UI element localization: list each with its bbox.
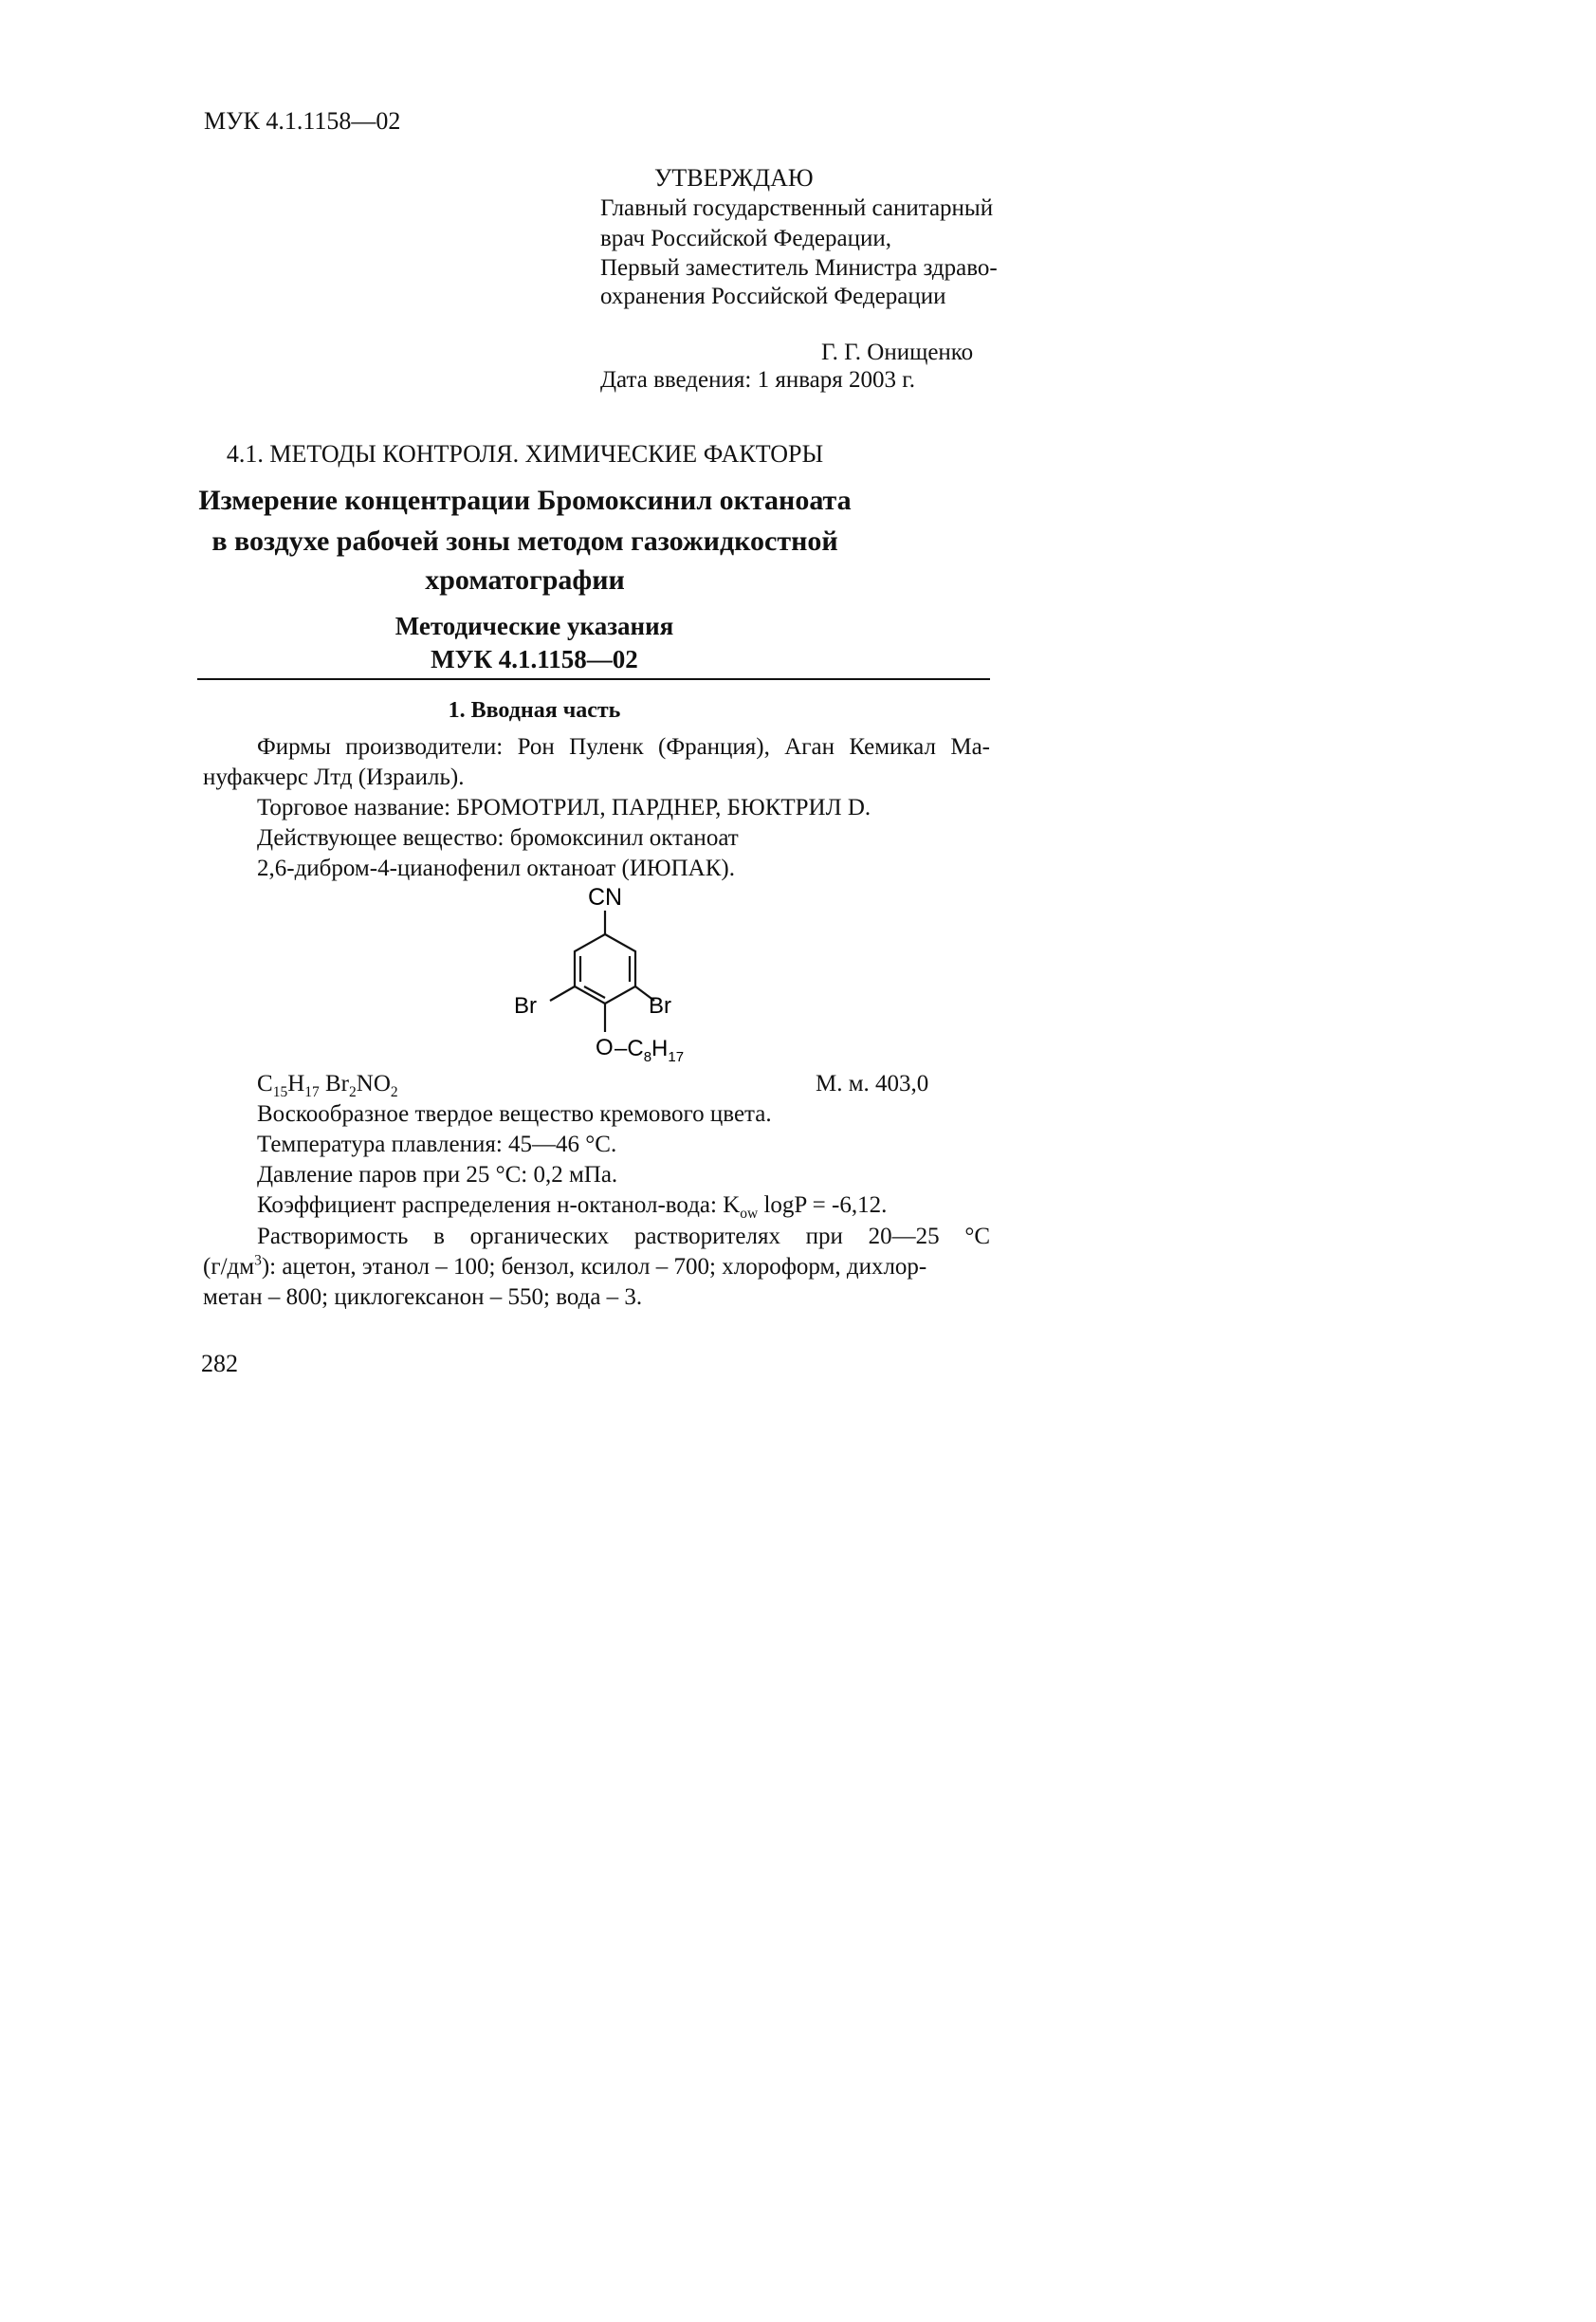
title-line-3: хроматографии bbox=[425, 564, 625, 596]
ring-hexagon bbox=[575, 934, 635, 1004]
approval-heading: УТВЕРЖДАЮ bbox=[654, 164, 814, 192]
doc-type: Методические указания bbox=[394, 612, 674, 640]
label-chain: $-C_8H_{17}$ bbox=[615, 1036, 685, 1065]
active-substance: Действующее вещество: бромоксинил октаноат bbox=[257, 825, 739, 851]
melting-point: Температура плавления: 45—46 °С. bbox=[257, 1132, 617, 1157]
partition-coefficient: Коэффициент распределения н-октанол-вода: $K_{ow}$ logP = -6,12. bbox=[257, 1192, 888, 1222]
bond-br-left bbox=[550, 986, 575, 1001]
approval-line-4: охранения Российской Федерации bbox=[600, 284, 946, 309]
solubility-line-2: $(г/дм^3)$: ацетон, этанол – 100; бензол, ксилол – 700; хлороформ, дихлор- bbox=[203, 1252, 927, 1280]
ring-double-bond-bottom bbox=[584, 986, 605, 998]
approval-line-2: врач Российской Федерации, bbox=[600, 226, 891, 251]
section-heading: 4.1. МЕТОДЫ КОНТРОЛЯ. ХИМИЧЕСКИЕ ФАКТОРЫ bbox=[226, 440, 824, 468]
empirical-formula: $C_{15}H_{17}$ $Br_2NO_2$ bbox=[257, 1071, 398, 1100]
title-line-1: Измерение концентрации Бромоксинил октаноата bbox=[198, 485, 852, 516]
page-number: 282 bbox=[201, 1350, 238, 1377]
title-divider bbox=[197, 678, 990, 680]
iupac-name: 2,6-дибром-4-цианофенил октаноат (ИЮПАК). bbox=[257, 856, 735, 881]
manufacturers-line-1: Фирмы производители: Рон Пуленк (Франция), Аган Кемикал Ма- bbox=[257, 734, 990, 760]
structural-formula bbox=[493, 882, 740, 1072]
intro-heading: 1. Вводная часть bbox=[448, 698, 621, 723]
effective-date: Дата введения: 1 января 2003 г. bbox=[600, 367, 915, 393]
approval-line-3: Первый заместитель Министра здраво- bbox=[600, 255, 998, 281]
manufacturers-line-2: нуфакчерс Лтд (Израиль). bbox=[203, 765, 465, 790]
title-line-2: в воздухе рабочей зоны методом газожидкостной bbox=[211, 525, 838, 557]
solubility-line-1: Растворимость в органических растворителях при 20—25 °С bbox=[257, 1224, 990, 1249]
label-cn: CN bbox=[587, 884, 623, 911]
label-o: O bbox=[596, 1035, 614, 1060]
appearance: Воскообразное твердое вещество кремового цвета. bbox=[257, 1101, 772, 1127]
label-br-right: Br bbox=[649, 993, 671, 1019]
benzene-ring bbox=[550, 911, 654, 1032]
molar-mass: М. м. 403,0 bbox=[816, 1071, 929, 1096]
label-br-left: Br bbox=[514, 993, 537, 1019]
header-doc-code: МУК 4.1.1158—02 bbox=[204, 107, 401, 135]
approval-line-1: Главный государственный санитарный bbox=[600, 195, 994, 221]
signatory-name: Г. Г. Онищенко bbox=[821, 340, 974, 365]
doc-number: МУК 4.1.1158—02 bbox=[431, 645, 638, 673]
vapor-pressure: Давление паров при 25 °С: 0,2 мПа. bbox=[257, 1162, 618, 1188]
solubility-line-3: метан – 800; циклогексанон – 550; вода – 3. bbox=[203, 1284, 643, 1310]
trade-name: Торговое название: БРОМОТРИЛ, ПАРДНЕР, БЮКТРИЛ D. bbox=[257, 795, 871, 820]
